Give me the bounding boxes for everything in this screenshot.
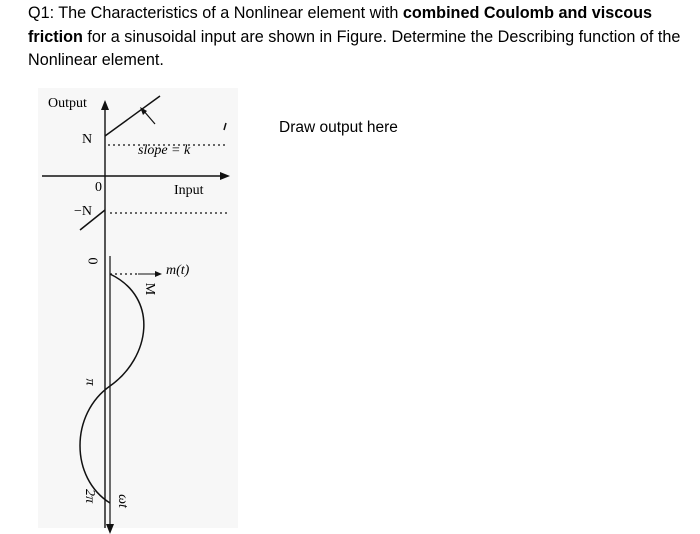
figure-drawing xyxy=(0,88,260,534)
output-axis-label: Output xyxy=(48,96,87,111)
answer-prompt: Draw output here xyxy=(279,119,398,136)
origin-zero-label: 0 xyxy=(95,180,102,195)
question-rest: for a sinusoidal input are shown in Figure. Determine the Describing function of the Nonlinear element. xyxy=(28,27,681,69)
omega-t-label: ωt xyxy=(114,494,130,508)
nonlinearity-figure xyxy=(0,88,260,534)
n-label: N xyxy=(82,132,93,147)
time-axis-arrow xyxy=(106,524,114,534)
pi-label: π xyxy=(82,378,98,386)
question-text xyxy=(28,2,683,73)
question-bold-phrase: combined Coulomb and viscous friction xyxy=(28,4,653,46)
signal-label: m(t) xyxy=(166,263,190,278)
input-axis-label: Input xyxy=(174,183,204,198)
neg-n-label: −N xyxy=(74,204,93,219)
slope-label: slope = k xyxy=(138,143,191,158)
two-pi-label: 2π xyxy=(82,488,98,504)
amplitude-label: M xyxy=(142,282,158,296)
question-prefix: Q1: The Characteristics of a Nonlinear element with xyxy=(28,4,403,22)
time-zero-label: 0 xyxy=(84,257,100,265)
